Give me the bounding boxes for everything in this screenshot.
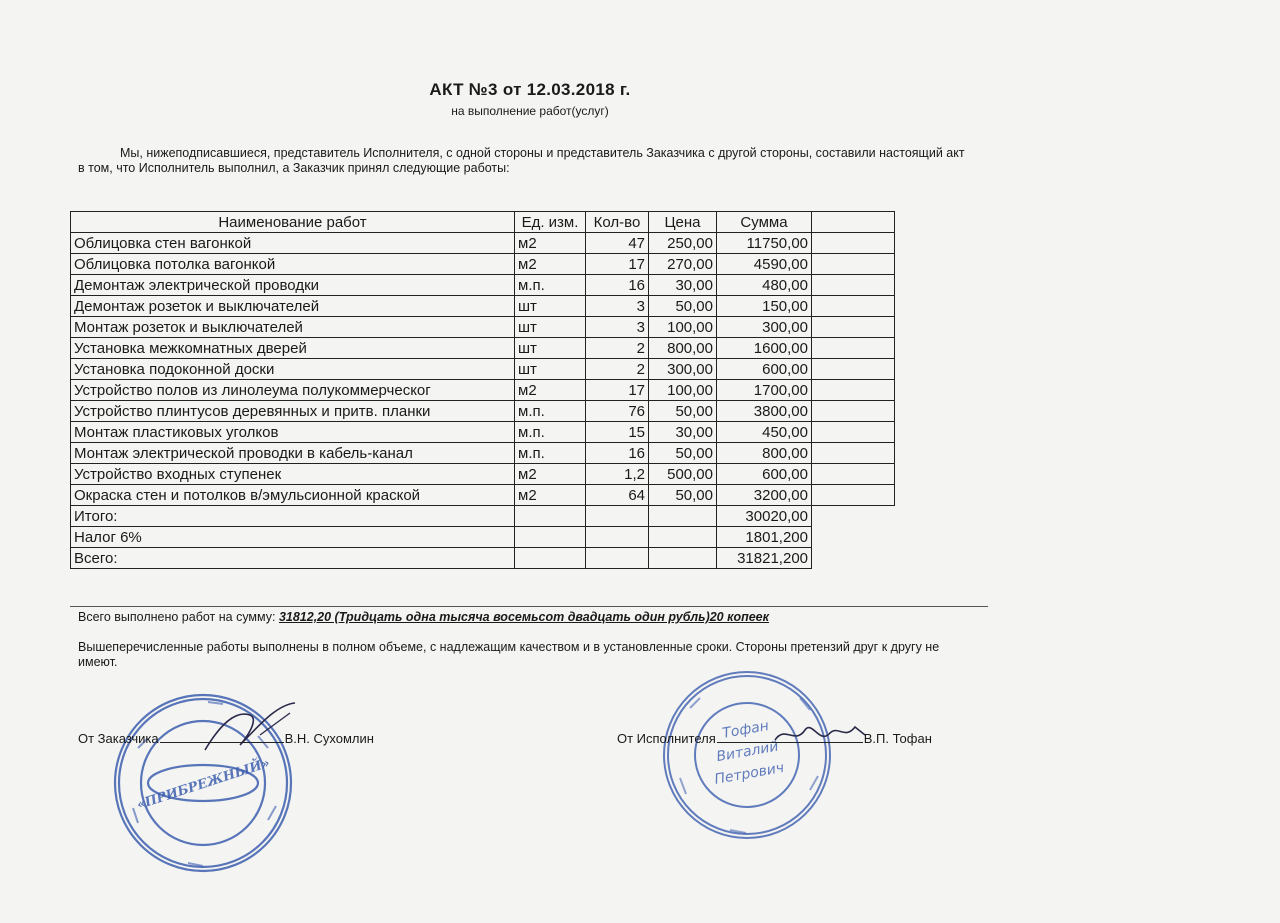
cell-name: Облицовка стен вагонкой (71, 233, 515, 254)
cell-price: 270,00 (649, 254, 717, 275)
cell-price: 50,00 (649, 443, 717, 464)
cell-sum: 600,00 (717, 464, 812, 485)
cell-empty (649, 527, 717, 548)
cell-unit: м2 (515, 380, 586, 401)
cell-empty (586, 548, 649, 569)
cell-name: Облицовка потолка вагонкой (71, 254, 515, 275)
table-row (71, 233, 895, 254)
cell-empty (812, 233, 895, 254)
cell-sum: 600,00 (717, 359, 812, 380)
summary-amount: 31812,20 (Тридцать одна тысяча восемьсот двадцать один рубль)20 копеек (278, 610, 769, 624)
cell-price: 250,00 (649, 233, 717, 254)
cell-sum: 1600,00 (717, 338, 812, 359)
cell-price: 30,00 (649, 275, 717, 296)
table-row (71, 464, 895, 485)
cell-empty (586, 527, 649, 548)
cell-empty (515, 548, 586, 569)
cell-empty (586, 506, 649, 527)
cell-price: 300,00 (649, 359, 717, 380)
cell-empty (515, 527, 586, 548)
header-name: Наименование работ (71, 212, 515, 233)
cell-qty: 3 (586, 317, 649, 338)
cell-price: 100,00 (649, 317, 717, 338)
totals-row (71, 527, 895, 548)
contractor-stamp-line3: Петрович (713, 759, 786, 788)
cell-qty: 2 (586, 338, 649, 359)
totals-value: 1801,200 (717, 527, 812, 548)
customer-signature-block (78, 730, 374, 746)
cell-empty (812, 401, 895, 422)
customer-label: От Заказчика (78, 731, 159, 746)
summary-divider (70, 606, 988, 607)
contractor-signature-line (717, 730, 863, 743)
totals-row (71, 506, 895, 527)
contractor-signature-block (617, 730, 932, 746)
table-row (71, 485, 895, 506)
cell-qty: 17 (586, 254, 649, 275)
contractor-name: В.П. Тофан (863, 731, 932, 746)
cell-price: 50,00 (649, 296, 717, 317)
table-row (71, 443, 895, 464)
cell-name: Устройство плинтусов деревянных и притв. планки (71, 401, 515, 422)
cell-empty (812, 464, 895, 485)
cell-price: 30,00 (649, 422, 717, 443)
cell-qty: 16 (586, 443, 649, 464)
intro-paragraph: Мы, нижеподписавшиеся, представитель Исполнителя, с одной стороны и представитель Заказчика с другой стороны, составили настоящий акт в том, что Исполнитель выполнил, а Заказчик принял следующие работы: (78, 146, 965, 175)
cell-unit: шт (515, 338, 586, 359)
table-row (71, 338, 895, 359)
cell-unit: шт (515, 359, 586, 380)
cell-empty (812, 338, 895, 359)
cell-name: Устройство входных ступенек (71, 464, 515, 485)
customer-signature-line (160, 730, 284, 743)
table-row (71, 422, 895, 443)
totals-value: 31821,200 (717, 548, 812, 569)
cell-name: Устройство полов из линолеума полукоммерческог (71, 380, 515, 401)
cell-name: Демонтаж розеток и выключателей (71, 296, 515, 317)
totals-value: 30020,00 (717, 506, 812, 527)
closing-paragraph: Вышеперечисленные работы выполнены в полном объеме, с надлежащим качеством и в установленные сроки. Стороны претензий друг к другу не имеют. (78, 640, 940, 669)
cell-qty: 76 (586, 401, 649, 422)
contractor-stamp (660, 668, 835, 843)
cell-sum: 150,00 (717, 296, 812, 317)
cell-empty (812, 359, 895, 380)
cell-empty (649, 548, 717, 569)
table-row (71, 254, 895, 275)
cell-sum: 300,00 (717, 317, 812, 338)
cell-sum: 480,00 (717, 275, 812, 296)
cell-qty: 2 (586, 359, 649, 380)
table-row (71, 317, 895, 338)
header-sum: Сумма (717, 212, 812, 233)
document-subtitle: на выполнение работ(услуг) (451, 104, 609, 118)
cell-price: 50,00 (649, 485, 717, 506)
contractor-label: От Исполнителя (617, 731, 716, 746)
cell-price: 100,00 (649, 380, 717, 401)
cell-empty (812, 443, 895, 464)
cell-sum: 3200,00 (717, 485, 812, 506)
contractor-stamp-line2: Виталий (715, 738, 780, 766)
cell-empty (812, 485, 895, 506)
summary-line (78, 610, 769, 624)
cell-sum: 1700,00 (717, 380, 812, 401)
cell-name: Монтаж розеток и выключателей (71, 317, 515, 338)
cell-name: Демонтаж электрической проводки (71, 275, 515, 296)
cell-unit: шт (515, 296, 586, 317)
works-table (70, 211, 895, 569)
cell-qty: 15 (586, 422, 649, 443)
totals-label: Всего: (71, 548, 515, 569)
cell-sum: 450,00 (717, 422, 812, 443)
cell-qty: 17 (586, 380, 649, 401)
header-unit: Ед. изм. (515, 212, 586, 233)
cell-unit: м2 (515, 464, 586, 485)
cell-unit: м.п. (515, 401, 586, 422)
summary-prefix: Всего выполнено работ на сумму: (78, 610, 279, 624)
cell-unit: м.п. (515, 422, 586, 443)
contractor-stamp-line1: Тофан (721, 717, 771, 742)
cell-price: 800,00 (649, 338, 717, 359)
cell-price: 500,00 (649, 464, 717, 485)
header-empty (812, 212, 895, 233)
cell-empty (812, 275, 895, 296)
cell-empty (515, 506, 586, 527)
cell-name: Монтаж электрической проводки в кабель-канал (71, 443, 515, 464)
cell-empty (812, 380, 895, 401)
cell-name: Установка межкомнатных дверей (71, 338, 515, 359)
totals-label: Налог 6% (71, 527, 515, 548)
cell-name: Монтаж пластиковых уголков (71, 422, 515, 443)
cell-name: Установка подоконной доски (71, 359, 515, 380)
cell-qty: 64 (586, 485, 649, 506)
cell-qty: 3 (586, 296, 649, 317)
cell-qty: 16 (586, 275, 649, 296)
cell-sum: 3800,00 (717, 401, 812, 422)
cell-empty (812, 422, 895, 443)
customer-stamp-text: «ПРИБРЕЖНЫЙ» (135, 755, 272, 813)
cell-sum: 800,00 (717, 443, 812, 464)
table-row (71, 296, 895, 317)
cell-qty: 1,2 (586, 464, 649, 485)
table-row (71, 275, 895, 296)
cell-unit: м2 (515, 485, 586, 506)
cell-qty: 47 (586, 233, 649, 254)
document-title: АКТ №3 от 12.03.2018 г. (429, 80, 631, 99)
cell-empty (812, 317, 895, 338)
cell-sum: 4590,00 (717, 254, 812, 275)
customer-name: В.Н. Сухомлин (284, 731, 374, 746)
table-row (71, 359, 895, 380)
cell-unit: м2 (515, 254, 586, 275)
cell-unit: шт (515, 317, 586, 338)
cell-unit: м.п. (515, 443, 586, 464)
cell-price: 50,00 (649, 401, 717, 422)
table-row (71, 401, 895, 422)
header-qty: Кол-во (586, 212, 649, 233)
table-header-row (71, 212, 895, 233)
totals-label: Итого: (71, 506, 515, 527)
cell-empty (649, 506, 717, 527)
totals-row (71, 548, 895, 569)
cell-empty (812, 254, 895, 275)
cell-unit: м.п. (515, 275, 586, 296)
cell-unit: м2 (515, 233, 586, 254)
cell-sum: 11750,00 (717, 233, 812, 254)
header-price: Цена (649, 212, 717, 233)
cell-name: Окраска стен и потолков в/эмульсионной краской (71, 485, 515, 506)
table-row (71, 380, 895, 401)
cell-empty (812, 296, 895, 317)
